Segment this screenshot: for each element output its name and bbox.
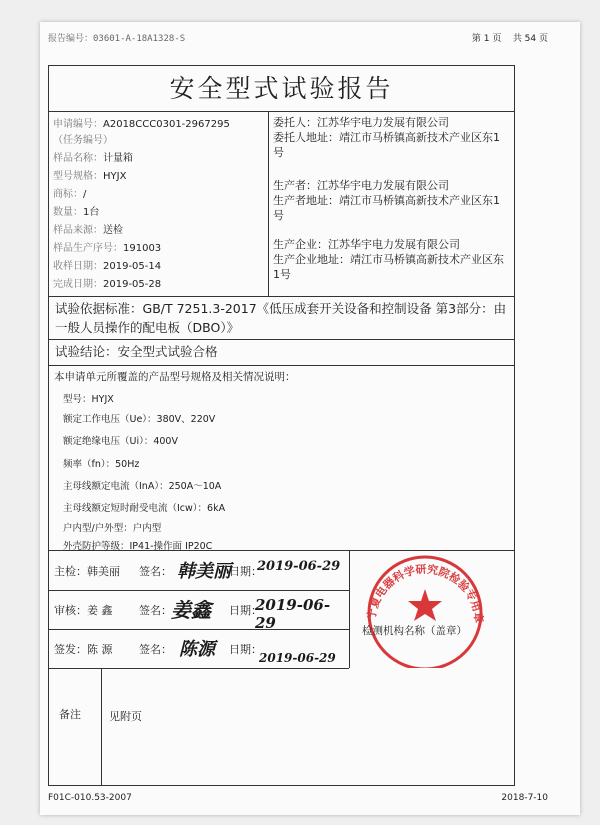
page-number: 第 1 页 — [471, 34, 502, 44]
producer-line: 生产者：江苏华宇电力发展有限公司 — [273, 179, 449, 192]
info-row: 商标：/ — [53, 189, 87, 200]
info-row: 完成日期：2019-05-28 — [53, 279, 162, 290]
stamp-area — [349, 551, 515, 668]
client-block — [273, 115, 510, 160]
info-row: 收样日期：2019-05-14 — [53, 261, 162, 272]
page-total: 共 54 页 — [512, 34, 548, 44]
remarks-section — [49, 668, 514, 785]
spec-item: 主母线额定电流（InA）：250A～10A — [63, 481, 222, 492]
form-code: F01C-010.53-2007 — [48, 793, 132, 803]
report-number: 报告编号：03601-A-18A1328-S — [48, 34, 186, 44]
signature-row-reviewer — [49, 590, 349, 630]
seal-ring-text: 宁夏电器科学研究院检验专用章 — [364, 562, 486, 624]
person-name: 陈 源 — [87, 643, 113, 656]
form-date: 2018-7-10 — [501, 793, 548, 803]
info-row: 申请编号：A2018CCC0301-2967295 — [53, 119, 230, 130]
spec-item: 型号：HYJX — [63, 394, 114, 405]
producer-address-line: 生产者地址：靖江市马桥镇高新技术产业区东1号 — [273, 194, 500, 222]
test-basis-section — [49, 296, 514, 340]
spec-item: 频率（fn）：50Hz — [63, 459, 140, 470]
handwritten-date: 2019-06-29 — [257, 559, 341, 574]
date-label: 日期： — [229, 643, 262, 656]
factory-line: 生产企业：江苏华宇电力发展有限公司 — [273, 238, 460, 251]
spec-item: 外壳防护等级：IP41-操作面 IP20C — [63, 541, 213, 552]
conclusion-section — [49, 340, 514, 366]
person-name: 姜 鑫 — [87, 604, 113, 617]
remarks-label: 备注 — [59, 708, 81, 721]
sign-label: 签名： — [139, 604, 172, 617]
producer-block — [273, 178, 510, 223]
info-row: 样品生产序号：191003 — [53, 243, 162, 254]
conclusion-text: 安全型式试验合格 — [117, 344, 218, 359]
handwritten-signature: 韩美丽 — [177, 561, 231, 582]
sign-label: 签名： — [139, 565, 172, 578]
handwritten-signature: 姜鑫 — [171, 598, 211, 622]
client-address-line: 委托人地址：靖江市马桥镇高新技术产业区东1号 — [273, 131, 500, 159]
factory-block — [273, 237, 510, 282]
remarks-divider — [101, 668, 102, 785]
spec-item: 户内型/户外型：户内型 — [63, 523, 162, 534]
model-spec-section — [49, 366, 514, 551]
role-label: 主检： — [54, 565, 87, 578]
star-icon — [408, 589, 442, 621]
signature-row-inspector — [49, 551, 349, 591]
basis-label: 试验依据标准： — [55, 301, 143, 316]
spec-item: 额定工作电压（Ue）：380V、220V — [63, 414, 216, 425]
date-label: 日期： — [229, 604, 262, 617]
handwritten-date: 2019-06-29 — [259, 651, 336, 665]
column-divider — [268, 111, 269, 296]
report-title: 安全型式试验报告 — [49, 66, 514, 112]
report-frame — [48, 65, 515, 786]
handwritten-signature: 陈源 — [179, 639, 215, 660]
basis-text: GB/T 7251.3-2017《低压成套开关设备和控制设备 第3部分：由一般人员操作的配电板（DBO）》 — [55, 301, 507, 335]
spec-item: 额定绝缘电压（Ui）：400V — [63, 436, 178, 447]
conclusion-label: 试验结论： — [55, 344, 118, 359]
info-row: 样品来源：送检 — [53, 225, 123, 236]
person-name: 韩美丽 — [87, 565, 120, 578]
official-seal-graphic — [350, 551, 515, 668]
remarks-text: 见附页 — [109, 710, 142, 723]
spec-item: 主母线额定短时耐受电流（Icw）：6kA — [63, 503, 226, 514]
client-line: 委托人：江苏华宇电力发展有限公司 — [273, 116, 449, 129]
handwritten-date: 2019-06-29 — [255, 596, 331, 632]
factory-address-line: 生产企业地址：靖江市马桥镇高新技术产业区东1号 — [273, 253, 504, 281]
signature-row-issuer — [49, 629, 349, 669]
role-label: 签发： — [54, 643, 87, 656]
role-label: 审核： — [54, 604, 87, 617]
info-row: （任务编号） — [53, 135, 113, 146]
info-row: 数量：1台 — [53, 207, 100, 218]
model-spec-header: 本申请单元所覆盖的产品型号规格及相关情况说明： — [54, 371, 296, 383]
info-row: 样品名称：计量箱 — [53, 153, 133, 164]
page-counter — [472, 31, 548, 44]
stamp-caption: 检测机构名称（盖章） — [362, 625, 467, 637]
date-label: 日期： — [229, 565, 262, 578]
info-row: 型号规格：HYJX — [53, 171, 127, 182]
sample-info-section — [49, 111, 514, 297]
sign-label: 签名： — [139, 643, 172, 656]
